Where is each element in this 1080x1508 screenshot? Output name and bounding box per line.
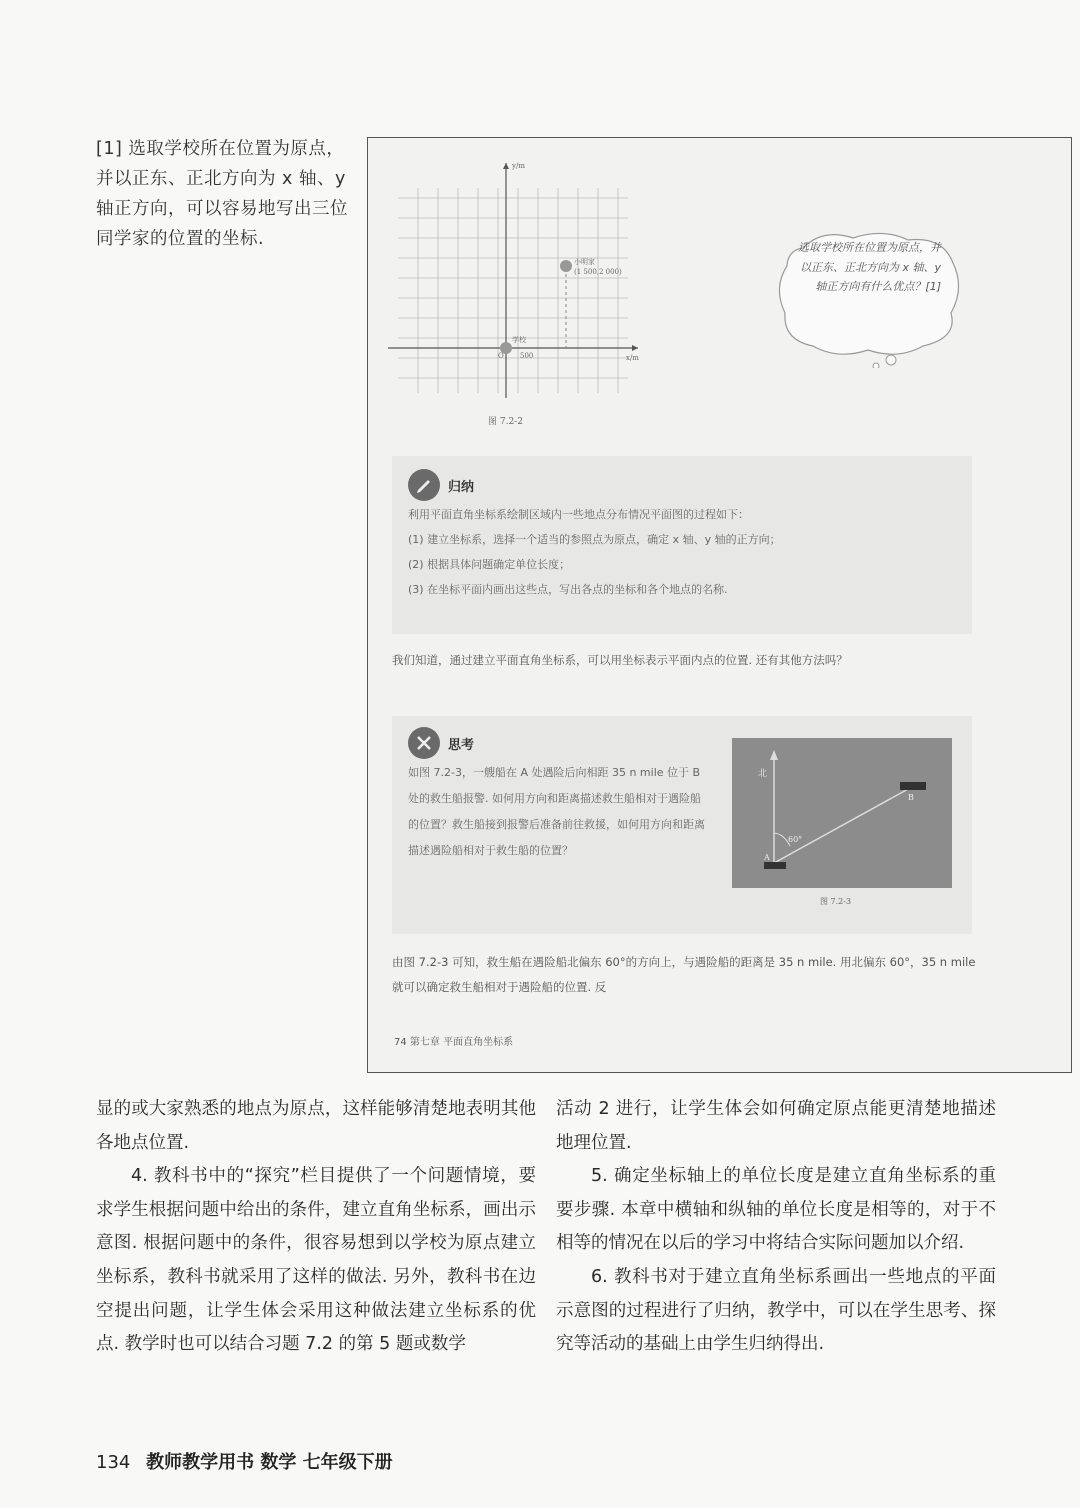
textbook-paragraph: 由图 7.2-3 可知，救生船在遇险船北偏东 60°的方向上，与遇险船的距离是 35 n mile. 用北偏东 60°，35 n mile 就可以确定救生船相对于遇险船的位置. 反: [392, 955, 976, 994]
right-column: [556, 1093, 996, 1362]
summary-line: (1) 建立坐标系，选择一个适当的参照点为原点，确定 x 轴、y 轴的正方向；: [408, 533, 781, 546]
pencil-icon: [408, 469, 440, 501]
coordinate-figure: [388, 158, 648, 428]
summary-line: 利用平面直角坐标系绘制区域内一些地点分布情况平面图的过程如下：: [408, 508, 749, 521]
rescue-ship: [900, 782, 926, 790]
home-marker: [560, 260, 572, 272]
thought-cloud-text: 选取学校所在位置为原点，并以正东、正北方向为 x 轴、y 轴正方向有什么优点？[1]: [798, 241, 941, 293]
tick-label: 500: [520, 352, 534, 360]
summary-line: (2) 根据具体问题确定单位长度；: [408, 558, 571, 571]
body-paragraph: 活动 2 进行，让学生体会如何确定原点能更清楚地描述地理位置.: [556, 1099, 996, 1153]
summary-line: (3) 在坐标平面内画出这些点，写出各点的坐标和各个地点的名称.: [408, 583, 728, 596]
angle-label: 60°: [788, 835, 803, 844]
origin-label: O: [498, 352, 504, 360]
page-number: 134: [96, 1452, 131, 1473]
summary-title: 归纳: [448, 479, 475, 495]
point-a-label: A: [764, 853, 770, 862]
grid-lines: [398, 188, 628, 393]
think-text: 如图 7.2-3，一艘船在 A 处遇险后向相距 35 n mile 位于 B 处的救生船报警. 如何用方向和距离描述救生船相对于遇险船的位置？救生船接到报警后准备前往救援，如何用方向和距离描述遇险船相对于救生船的位置？: [408, 766, 705, 857]
figure-caption-723: 图 7.2-3: [820, 897, 852, 906]
think-title: 思考: [448, 737, 475, 753]
body-paragraph: 4. 教科书中的“探究”栏目提供了一个问题情境，要求学生根据问题中给出的条件，建立直角坐标系，画出示意图. 根据问题中的条件，很容易想到以学校为原点建立坐标系，教科书就采用了这样的做法. 另外，教科书在边空提出问题，让学生体会采用这种做法建立坐标系的优点. 教学时也可以结合习题 7.2 的第 5 题或数学: [96, 1166, 536, 1355]
textbook-page-image: [367, 137, 1072, 1073]
page-footer: [96, 1448, 393, 1474]
body-paragraph: 5. 确定坐标轴上的单位长度是建立直角坐标系的重要步骤. 本章中横轴和纵轴的单位长度是相等的，对于不相等的情况在以后的学习中将结合实际问题加以介绍.: [556, 1166, 996, 1254]
body-paragraph: 显的或大家熟悉的地点为原点，这样能够清楚地表明其他各地点位置.: [96, 1099, 536, 1153]
think-box: [392, 716, 972, 934]
home-label: 小明家: [574, 258, 595, 266]
distress-ship: [764, 862, 786, 869]
margin-note: [1] 选取学校所在位置为原点，并以正东、正北方向为 x 轴、y 轴正方向，可以容易地写出三位同学家的位置的坐标.: [96, 139, 348, 249]
x-axis-label: x/m: [626, 354, 639, 362]
north-label: 北: [758, 769, 768, 779]
point-b-label: B: [908, 793, 914, 802]
think-icon: [408, 727, 440, 759]
body-paragraph: 6. 教科书对于建立直角坐标系画出一些地点的平面示意图的过程进行了归纳，教学中，可以在学生思考、探究等活动的基础上由学生归纳得出.: [556, 1266, 996, 1355]
textbook-paragraph: 我们知道，通过建立平面直角坐标系，可以用坐标表示平面内点的位置. 还有其他方法吗？: [392, 653, 848, 667]
school-label: 学校: [512, 336, 526, 344]
textbook-footer: 74 第七章 平面直角坐标系: [394, 1037, 514, 1048]
ship-figure: [732, 738, 952, 910]
book-title: 教师教学用书 数学 七年级下册: [146, 1452, 393, 1473]
home-coord-label: (1 500,2 000): [574, 268, 622, 276]
figure-caption-722: 图 7.2-2: [488, 417, 523, 427]
y-axis-label: y/m: [512, 162, 525, 170]
summary-box: [392, 456, 972, 634]
left-column: [96, 1093, 536, 1362]
